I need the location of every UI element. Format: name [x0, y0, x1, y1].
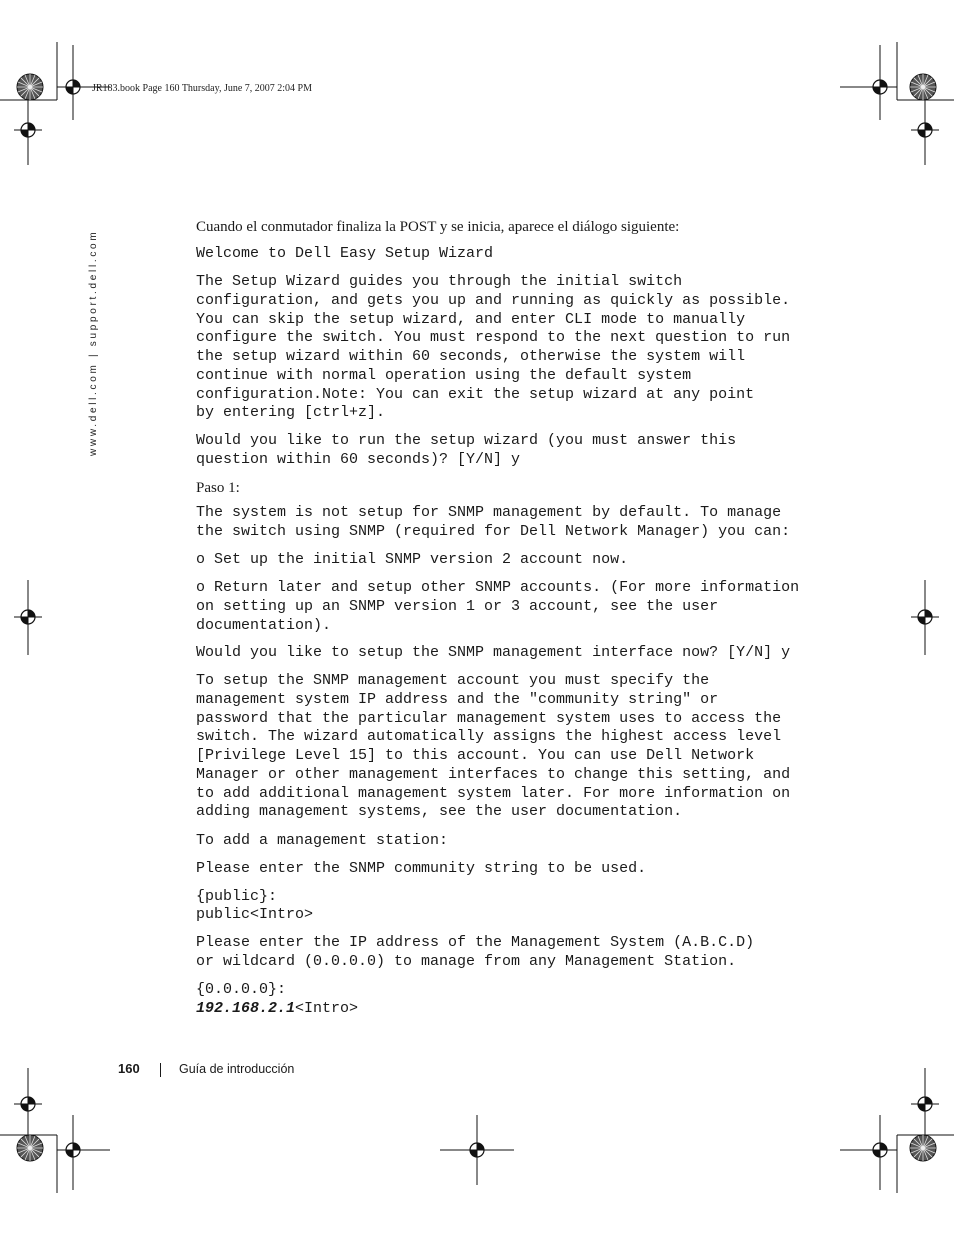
ip-suffix: <Intro> — [295, 1000, 359, 1017]
print-file-info: JR183.book Page 160 Thursday, June 7, 2007 2:04 PM — [92, 83, 312, 94]
setup-wizard-text: The Setup Wizard guides you through the initial switch configuration, and gets you up and running as quickly as possible. You can skip the setup wizard, and enter CLI mode to manually configure the switch. You must respond to the next question to run the setup wizard within 60 seconds, otherwise the system will continue with normal operation using the default system configuration.Note: You can exit the setup wizard at any point by entering [ctrl+z]. — [196, 273, 791, 422]
step-label: Paso 1: — [196, 480, 240, 496]
community-entry: public<Intro> — [196, 906, 314, 923]
community-default: {public}: — [196, 888, 278, 905]
add-station-line: To add a management station: — [196, 832, 449, 849]
ip-default: {0.0.0.0}: — [196, 981, 287, 998]
run-wizard-question: Would you like to run the setup wizard (you must answer this question within 60 seconds)? [Y/N] y — [196, 432, 737, 468]
ip-value: 192.168.2.1 — [196, 1000, 296, 1017]
snmp-default-text: The system is not setup for SNMP management by default. To manage the switch using SNMP (required for Dell Network Manager) you can: — [196, 504, 791, 540]
footer-divider — [160, 1063, 161, 1077]
snmp-question: Would you like to setup the SNMP management interface now? [Y/N] y — [196, 644, 791, 661]
page-number: 160 — [118, 1061, 140, 1076]
intro-paragraph: Cuando el conmutador finaliza la POST y se inicia, aparece el diálogo siguiente: — [196, 219, 680, 235]
welcome-line: Welcome to Dell Easy Setup Wizard — [196, 245, 494, 262]
community-prompt: Please enter the SNMP community string to be used. — [196, 860, 647, 877]
ip-entry-line — [196, 1000, 358, 1019]
snmp-setup-text: To setup the SNMP management account you must specify the management system IP address and the "community string" or password that the particular management system uses to access the switch. The wizard automatically assigns the highest access level [Privilege Level 15] to this account. You can use Dell Network Manager or other management interfaces to change this setting, and to add additional management system later. For more information on adding management systems, see the user documentation. — [196, 672, 791, 821]
book-title: Guía de introducción — [179, 1062, 295, 1076]
ip-prompt: Please enter the IP address of the Management System (A.B.C.D) or wildcard (0.0.0.0) to manage from any Management Station. — [196, 934, 755, 970]
option-two: o Return later and setup other SNMP accounts. (For more information on setting up an SNMP version 1 or 3 account, see the user documentation). — [196, 579, 800, 634]
option-one: o Set up the initial SNMP version 2 account now. — [196, 551, 629, 568]
sidebar-url: www.dell.com | support.dell.com — [88, 229, 99, 456]
